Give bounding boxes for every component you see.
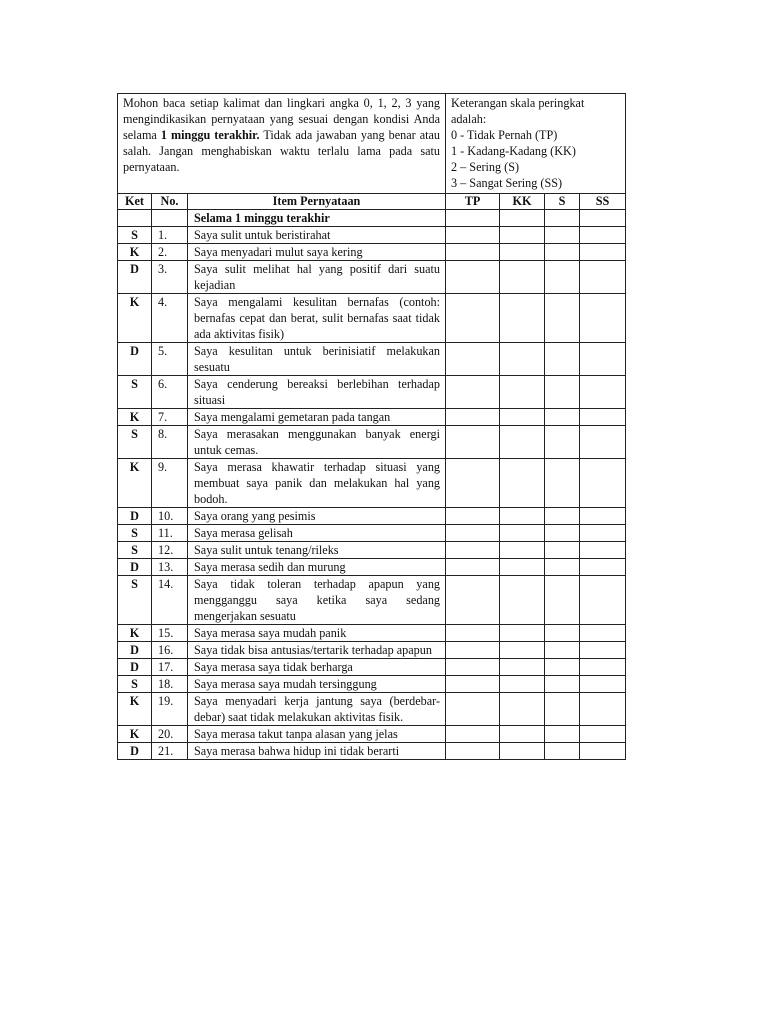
answer-cell-kk[interactable]: [500, 542, 545, 559]
header-kk: KK: [500, 194, 545, 210]
row-number: 21.: [152, 743, 188, 760]
answer-cell-s[interactable]: [545, 244, 580, 261]
row-number: 12.: [152, 542, 188, 559]
table-row: [118, 343, 626, 376]
row-ket: K: [118, 693, 152, 726]
answer-cell-tp[interactable]: [446, 559, 500, 576]
answer-cell-s[interactable]: [545, 676, 580, 693]
row-statement: Saya menyadari mulut saya kering: [188, 244, 446, 261]
header-tp: TP: [446, 194, 500, 210]
row-ket: D: [118, 642, 152, 659]
row-statement: Saya merasakan menggunakan banyak energi untuk cemas.: [188, 426, 446, 459]
row-ket: D: [118, 343, 152, 376]
row-statement: Saya merasa khawatir terhadap situasi yang membuat saya panik dan melakukan hal yang bodoh.: [188, 459, 446, 508]
answer-cell-ss[interactable]: [580, 726, 626, 743]
answer-cell-ss[interactable]: [580, 508, 626, 525]
answer-cell-ss[interactable]: [580, 659, 626, 676]
answer-cell-ss[interactable]: [580, 459, 626, 508]
answer-cell-s[interactable]: [545, 726, 580, 743]
column-header-row: [118, 194, 626, 210]
section-label: Selama 1 minggu terakhir: [188, 210, 446, 227]
instruction-row: [118, 94, 626, 194]
row-statement: Saya mengalami gemetaran pada tangan: [188, 409, 446, 426]
answer-cell-kk[interactable]: [500, 726, 545, 743]
row-statement: Saya sulit melihat hal yang positif dari suatu kejadian: [188, 261, 446, 294]
answer-cell-tp[interactable]: [446, 676, 500, 693]
answer-cell-tp[interactable]: [446, 542, 500, 559]
answer-cell-tp[interactable]: [446, 261, 500, 294]
table-row: [118, 426, 626, 459]
section-s-blank: [545, 210, 580, 227]
row-ket: S: [118, 376, 152, 409]
row-number: 17.: [152, 659, 188, 676]
answer-cell-s[interactable]: [545, 559, 580, 576]
answer-cell-ss[interactable]: [580, 625, 626, 642]
row-ket: D: [118, 743, 152, 760]
answer-cell-kk[interactable]: [500, 559, 545, 576]
answer-cell-tp[interactable]: [446, 459, 500, 508]
scale-item: 0 - Tidak Pernah (TP): [451, 128, 558, 142]
instructions-emphasis: 1 minggu terakhir.: [160, 128, 260, 142]
answer-cell-kk[interactable]: [500, 743, 545, 760]
row-number: 16.: [152, 642, 188, 659]
answer-cell-tp[interactable]: [446, 693, 500, 726]
table-row: [118, 693, 626, 726]
answer-cell-tp[interactable]: [446, 508, 500, 525]
answer-cell-ss[interactable]: [580, 409, 626, 426]
row-number: 15.: [152, 625, 188, 642]
answer-cell-s[interactable]: [545, 525, 580, 542]
answer-cell-s[interactable]: [545, 659, 580, 676]
answer-cell-s[interactable]: [545, 459, 580, 508]
table-row: [118, 508, 626, 525]
table-row: [118, 294, 626, 343]
answer-cell-kk[interactable]: [500, 261, 545, 294]
row-ket: D: [118, 508, 152, 525]
table-row: [118, 726, 626, 743]
row-number: 20.: [152, 726, 188, 743]
answer-cell-ss[interactable]: [580, 525, 626, 542]
answer-cell-s[interactable]: [545, 576, 580, 625]
answer-cell-kk[interactable]: [500, 642, 545, 659]
row-statement: Saya menyadari kerja jantung saya (berdebar-debar) saat tidak melakukan aktivitas fisik.: [188, 693, 446, 726]
answer-cell-kk[interactable]: [500, 244, 545, 261]
row-ket: S: [118, 426, 152, 459]
section-tp-blank: [446, 210, 500, 227]
answer-cell-kk[interactable]: [500, 576, 545, 625]
answer-cell-ss[interactable]: [580, 261, 626, 294]
answer-cell-ss[interactable]: [580, 227, 626, 244]
row-statement: Saya kesulitan untuk berinisiatif melakukan sesuatu: [188, 343, 446, 376]
answer-cell-s[interactable]: [545, 542, 580, 559]
answer-cell-tp[interactable]: [446, 743, 500, 760]
answer-cell-ss[interactable]: [580, 376, 626, 409]
answer-cell-ss[interactable]: [580, 294, 626, 343]
answer-cell-s[interactable]: [545, 508, 580, 525]
section-ket-blank: [118, 210, 152, 227]
row-number: 18.: [152, 676, 188, 693]
questionnaire-sheet: [117, 93, 625, 760]
answer-cell-tp[interactable]: [446, 625, 500, 642]
instructions-cell: [118, 94, 446, 194]
section-row: [118, 210, 626, 227]
scale-item: 3 – Sangat Sering (SS): [451, 176, 563, 190]
row-number: 11.: [152, 525, 188, 542]
header-ss: SS: [580, 194, 626, 210]
answer-cell-kk[interactable]: [500, 294, 545, 343]
scale-item: 1 - Kadang-Kadang (KK): [451, 144, 576, 158]
answer-cell-tp[interactable]: [446, 426, 500, 459]
row-ket: S: [118, 576, 152, 625]
row-number: 9.: [152, 459, 188, 508]
row-statement: Saya orang yang pesimis: [188, 508, 446, 525]
instructions-text-after: Tidak ada jawaban yang benar atau salah. Jangan menghabiskan waktu terlalu lama pada satu pernyataan.: [123, 128, 441, 174]
answer-cell-s[interactable]: [545, 426, 580, 459]
row-number: 19.: [152, 693, 188, 726]
item-rows: [118, 227, 626, 760]
row-ket: D: [118, 559, 152, 576]
table-row: [118, 376, 626, 409]
table-row: [118, 261, 626, 294]
row-number: 3.: [152, 261, 188, 294]
row-statement: Saya tidak toleran terhadap apapun yang mengganggu saya ketika saya sedang mengerjakan sesuatu: [188, 576, 446, 625]
row-ket: D: [118, 261, 152, 294]
answer-cell-ss[interactable]: [580, 244, 626, 261]
row-number: 10.: [152, 508, 188, 525]
header-s: S: [545, 194, 580, 210]
scale-legend-cell: [446, 94, 626, 194]
answer-cell-s[interactable]: [545, 625, 580, 642]
scale-heading: Keterangan skala peringkat adalah:: [451, 96, 585, 126]
row-ket: K: [118, 726, 152, 743]
row-number: 13.: [152, 559, 188, 576]
table-row: [118, 642, 626, 659]
row-number: 5.: [152, 343, 188, 376]
table-row: [118, 659, 626, 676]
table-row: [118, 409, 626, 426]
table-row: [118, 743, 626, 760]
answer-cell-kk[interactable]: [500, 459, 545, 508]
answer-cell-kk[interactable]: [500, 376, 545, 409]
answer-cell-kk[interactable]: [500, 693, 545, 726]
answer-cell-ss[interactable]: [580, 576, 626, 625]
row-ket: K: [118, 459, 152, 508]
row-ket: S: [118, 525, 152, 542]
table-row: [118, 559, 626, 576]
table-row: [118, 625, 626, 642]
answer-cell-ss[interactable]: [580, 343, 626, 376]
table-row: [118, 525, 626, 542]
row-number: 4.: [152, 294, 188, 343]
section-no-blank: [152, 210, 188, 227]
answer-cell-kk[interactable]: [500, 625, 545, 642]
row-number: 14.: [152, 576, 188, 625]
answer-cell-tp[interactable]: [446, 642, 500, 659]
row-statement: Saya merasa saya mudah panik: [188, 625, 446, 642]
questionnaire-table: [117, 93, 626, 760]
answer-cell-kk[interactable]: [500, 676, 545, 693]
instructions-text-before: Mohon baca setiap kalimat dan lingkari angka 0, 1, 2, 3 yang mengindikasikan pernyataan yang sesuai dengan kondisi Anda selama: [123, 96, 441, 142]
answer-cell-ss[interactable]: [580, 676, 626, 693]
answer-cell-tp[interactable]: [446, 726, 500, 743]
answer-cell-s[interactable]: [545, 642, 580, 659]
row-statement: Saya merasa saya tidak berharga: [188, 659, 446, 676]
section-ss-blank: [580, 210, 626, 227]
row-statement: Saya merasa takut tanpa alasan yang jelas: [188, 726, 446, 743]
table-row: [118, 244, 626, 261]
row-number: 1.: [152, 227, 188, 244]
scale-item: 2 – Sering (S): [451, 160, 520, 174]
row-ket: K: [118, 409, 152, 426]
header-ket: Ket: [118, 194, 152, 210]
answer-cell-kk[interactable]: [500, 227, 545, 244]
row-statement: Saya cenderung bereaksi berlebihan terhadap situasi: [188, 376, 446, 409]
row-ket: K: [118, 625, 152, 642]
row-ket: D: [118, 659, 152, 676]
answer-cell-kk[interactable]: [500, 659, 545, 676]
answer-cell-ss[interactable]: [580, 693, 626, 726]
answer-cell-s[interactable]: [545, 261, 580, 294]
answer-cell-tp[interactable]: [446, 227, 500, 244]
answer-cell-tp[interactable]: [446, 525, 500, 542]
row-ket: S: [118, 227, 152, 244]
answer-cell-tp[interactable]: [446, 409, 500, 426]
header-no: No.: [152, 194, 188, 210]
answer-cell-kk[interactable]: [500, 426, 545, 459]
table-row: [118, 542, 626, 559]
table-row: [118, 459, 626, 508]
answer-cell-tp[interactable]: [446, 294, 500, 343]
row-number: 6.: [152, 376, 188, 409]
answer-cell-s[interactable]: [545, 409, 580, 426]
answer-cell-s[interactable]: [545, 376, 580, 409]
row-statement: Saya merasa saya mudah tersinggung: [188, 676, 446, 693]
section-kk-blank: [500, 210, 545, 227]
answer-cell-ss[interactable]: [580, 542, 626, 559]
answer-cell-ss[interactable]: [580, 743, 626, 760]
row-ket: S: [118, 542, 152, 559]
row-statement: Saya merasa bahwa hidup ini tidak berarti: [188, 743, 446, 760]
row-statement: Saya mengalami kesulitan bernafas (contoh: bernafas cepat dan berat, sulit bernafas saat tidak ada aktivitas fisik): [188, 294, 446, 343]
answer-cell-kk[interactable]: [500, 409, 545, 426]
answer-cell-ss[interactable]: [580, 559, 626, 576]
row-statement: Saya merasa sedih dan murung: [188, 559, 446, 576]
table-row: [118, 576, 626, 625]
row-ket: K: [118, 294, 152, 343]
row-number: 8.: [152, 426, 188, 459]
answer-cell-tp[interactable]: [446, 376, 500, 409]
row-statement: Saya merasa gelisah: [188, 525, 446, 542]
answer-cell-s[interactable]: [545, 743, 580, 760]
row-statement: Saya tidak bisa antusias/tertarik terhadap apapun: [188, 642, 446, 659]
answer-cell-s[interactable]: [545, 294, 580, 343]
answer-cell-kk[interactable]: [500, 343, 545, 376]
table-row: [118, 227, 626, 244]
row-ket: K: [118, 244, 152, 261]
answer-cell-tp[interactable]: [446, 244, 500, 261]
answer-cell-tp[interactable]: [446, 343, 500, 376]
row-statement: Saya sulit untuk tenang/rileks: [188, 542, 446, 559]
table-row: [118, 676, 626, 693]
row-number: 2.: [152, 244, 188, 261]
answer-cell-kk[interactable]: [500, 525, 545, 542]
answer-cell-s[interactable]: [545, 693, 580, 726]
answer-cell-s[interactable]: [545, 227, 580, 244]
answer-cell-ss[interactable]: [580, 426, 626, 459]
row-ket: S: [118, 676, 152, 693]
row-statement: Saya sulit untuk beristirahat: [188, 227, 446, 244]
answer-cell-s[interactable]: [545, 343, 580, 376]
answer-cell-tp[interactable]: [446, 659, 500, 676]
answer-cell-ss[interactable]: [580, 642, 626, 659]
answer-cell-tp[interactable]: [446, 576, 500, 625]
answer-cell-kk[interactable]: [500, 508, 545, 525]
row-number: 7.: [152, 409, 188, 426]
header-item: Item Pernyataan: [188, 194, 446, 210]
